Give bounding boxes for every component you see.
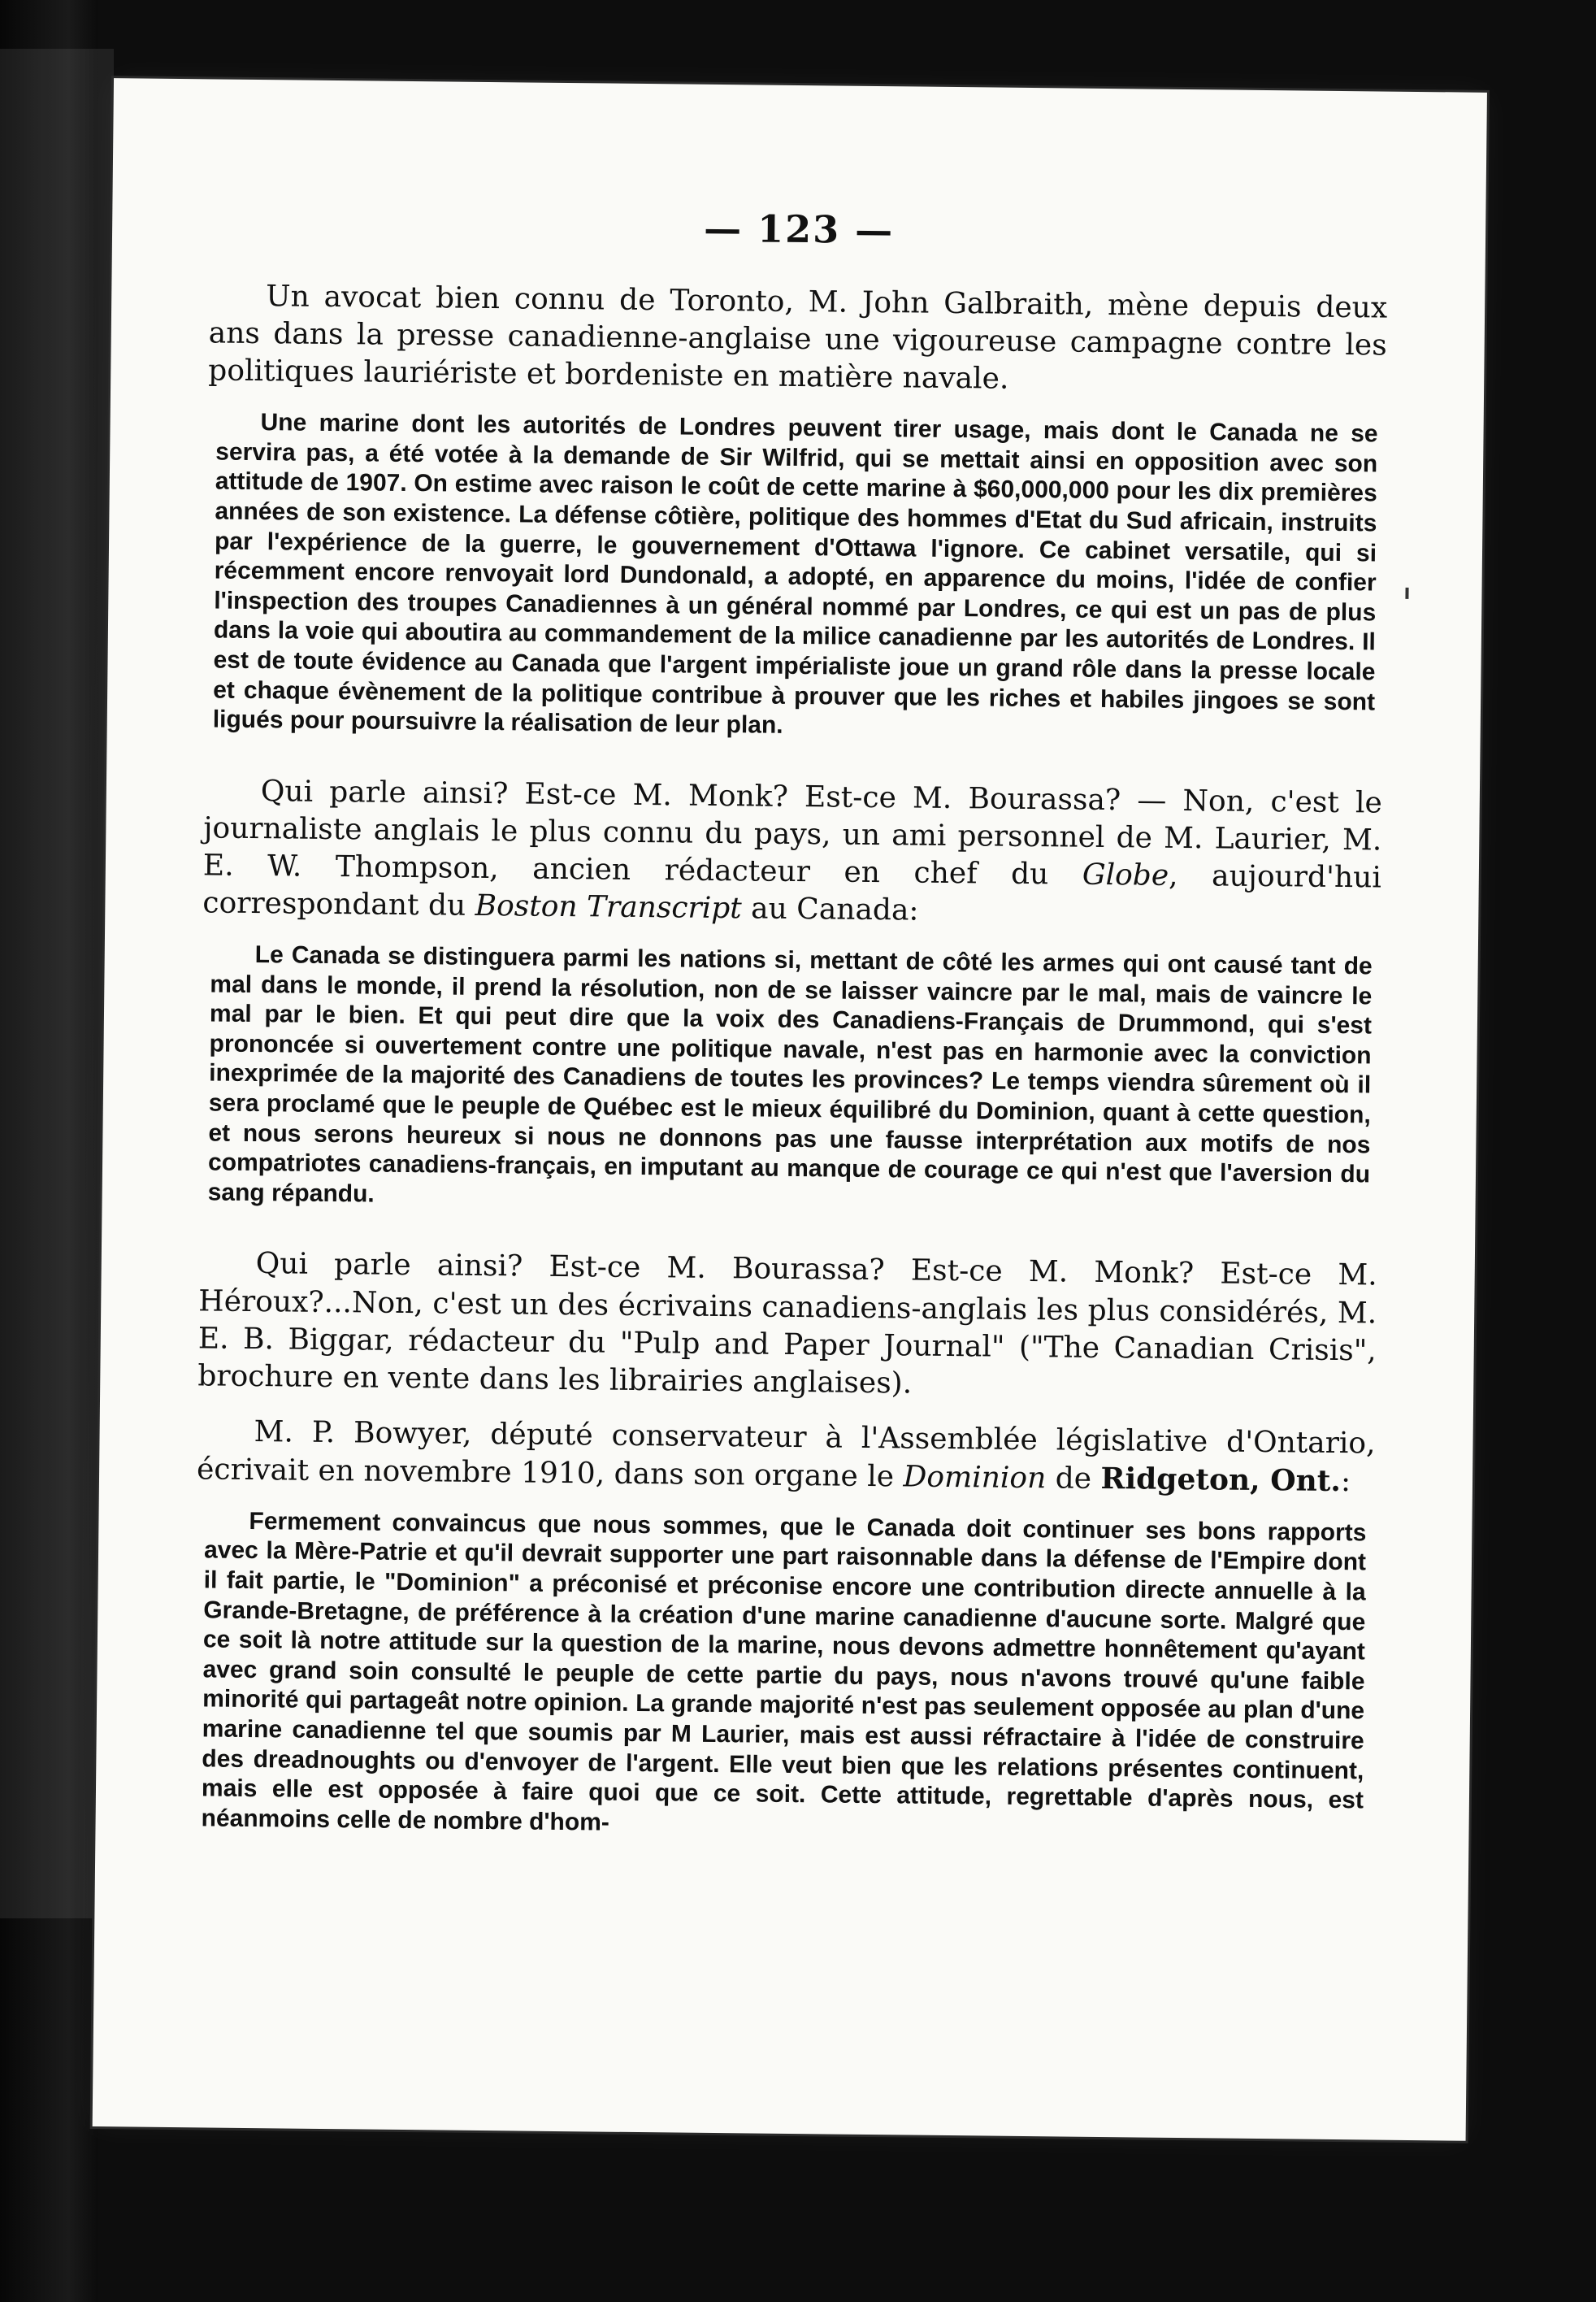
paragraph-thompson: [202, 772, 1382, 934]
dominion-title: Dominion: [903, 1460, 1047, 1496]
globe-title: Globe: [1082, 858, 1169, 893]
boston-transcript-title: Boston Transcript: [475, 888, 742, 926]
paragraph-thompson-text-a: Qui parle ainsi? Est-ce M. Monk? Est-ce M. Bourassa? — Non, c'est le journaliste anglais le plus connu du pays, un ami personnel de M. Laurier, M. E. W. Thompson, ancien rédacteur en chef du: [202, 774, 1383, 892]
paragraph-bowyer-text-c: :: [1340, 1464, 1351, 1498]
paragraph-galbraith: Un avocat bien connu de Toronto, M. John Galbraith, mène depuis deux ans dans la presse canadienne-anglaise une vigoureuse campagne contre les politiques lauriériste et bordeniste en matière navale.: [208, 280, 1388, 396]
page-number: — 123 —: [703, 206, 895, 253]
paragraph-bowyer-text-b: de: [1046, 1462, 1101, 1496]
page-content: [95, 276, 1485, 1847]
ridgeton-place: Ridgeton, Ont.: [1100, 1461, 1342, 1498]
paragraph-thompson-text-b: , aujourd'hui correspondant du: [202, 858, 1382, 923]
paragraph-biggar: Qui parle ainsi? Est-ce M. Bourassa? Est-ce M. Monk? Est-ce M. Héroux?...Non, c'est un des écrivains canadiens-anglais les plus considérés, M. E. B. Biggar, rédacteur du "Pulp and Paper Journal" ("The Canadian Crisis", brochure en vente dans les librairies anglaises).: [197, 1247, 1377, 1401]
paragraph-thompson-text-c: au Canada:: [741, 892, 919, 927]
book-page: [93, 78, 1487, 2141]
paragraph-bowyer: [197, 1413, 1376, 1501]
margin-mark: [1405, 588, 1408, 599]
quote-galbraith: Une marine dont les autorités de Londres peuvent tirer usage, mais dont le Canada ne se servira pas, a été votée à la demande de Sir Wilfrid, qui se mettait ainsi en opposition avec son attitude de 1907. On estime avec raison le coût de cette marine à $60,000,000 pour les dix premières années de son existence. La défense côtière, politique des hommes d'Etat du Sud africain, instruits par l'expérience de la guerre, le gouvernement d'Ottawa l'ignore. Ce cabinet versatile, qui si récemment encore renvoyait lord Dundonald, a adopté, en apparence du moins, l'idée de confier l'inspection des troupes Canadiennes à un général nommé par Londres, ce qui est un pas de plus dans la voie qui aboutira au commandement de la milice canadienne par les autorités de Londres. Il est de toute évidence au Canada que l'argent impérialiste joue un grand rôle dans la presse locale et chaque évènement de la politique contribue à prouver que les riches et habiles jingoes se sont ligués pour poursuivre la réalisation de leur plan.: [212, 409, 1378, 739]
quote-bowyer: Fermement convaincus que nous sommes, que le Canada doit continuer ses bons rapports avec la Mère-Patrie et qu'il devrait supporter une part raisonnable dans la défense de l'Empire dont il fait partie, le "Dominion" a préconisé et préconise encore une contribution directe annuelle à la Grande-Bretagne, de préférence à la création d'une marine canadienne d'aucune sorte. Malgré que ce soit là notre attitude sur la question de la marine, nous devons admettre honnêtement qu'ayant avec grand soin consulté le peuple de cette partie du pays, nous n'avons trouvé qu'une faible minorité qui partageât notre opinion. La grande majorité n'est pas seulement opposée au plan d'une marine canadienne tel que soumis par M Laurier, mais est aussi réfractaire à l'idée de construire des dreadnoughts ou d'envoyer de l'argent. Elle veut bien que les relations présentes continuent, mais elle est opposée à faire quoi que ce soit. Cette attitude, regrettable d'après nous, est néanmoins celle de nombre d'hom-: [201, 1507, 1367, 1836]
paragraph-bowyer-text-a: M. P. Bowyer, député conservateur à l'Assemblée législative d'Ontario, écrivait en novembre 1910, dans son organe le: [196, 1414, 1376, 1494]
quote-thompson: Le Canada se distinguera parmi les nations si, mettant de côté les armes qui ont causé tant de mal dans le monde, il prend la résolution, non de se laisser vaincre par le mal, mais de vaincre le mal par le bien. Et qui peut dire que la voix des Canadiens-Français de Drummond, qui s'est prononcée si ouvertement contre une politique navale, n'est pas en harmonie avec la conviction inexprimée de la majorité des Canadiens de toutes les provinces? Le temps viendra sûrement où il sera proclamé que le peuple de Québec est le mieux équilibré du Dominion, quant à cette question, et nous serons heureux si nous ne donnons pas une fausse interprétation aux motifs de nos compatriotes canadiens-français, en imputant au manque de courage ce qui n'est que l'aversion du sang répandu.: [207, 941, 1373, 1208]
